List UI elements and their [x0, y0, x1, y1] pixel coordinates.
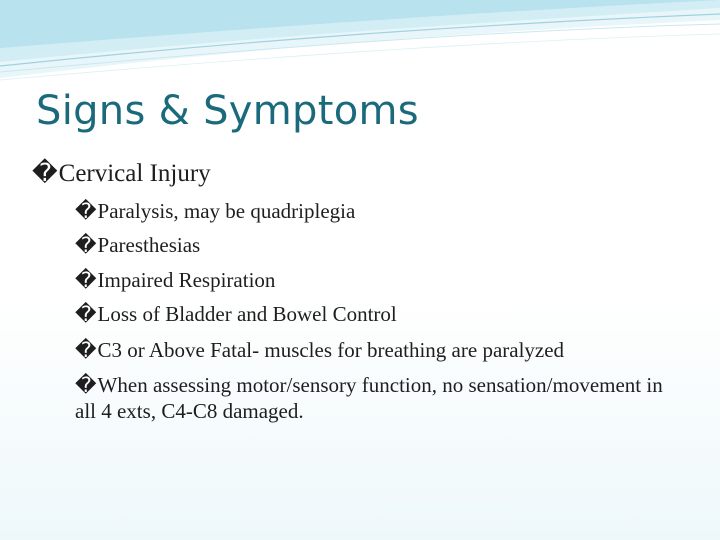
sub-bullet-text: Paresthesias — [97, 233, 201, 257]
bullet-marker: � — [75, 338, 97, 362]
sub-bullet — [75, 372, 675, 424]
sub-bullet-text: Loss of Bladder and Bowel Control — [97, 302, 397, 326]
bullet-marker: � — [75, 302, 97, 326]
bullet-marker: � — [75, 373, 97, 397]
sub-bullet-text: When assessing motor/sensory function, no sensation/movement in all 4 exts, C4-C8 damaged. — [75, 373, 663, 423]
bullet-text: Cervical Injury — [58, 160, 211, 187]
slide-title: Signs & Symptoms — [36, 88, 419, 134]
sub-bullet — [75, 267, 275, 293]
bullet-main — [32, 158, 211, 188]
header-wave-decoration — [0, 0, 720, 95]
sub-bullet — [75, 232, 200, 258]
bullet-marker: � — [32, 160, 58, 187]
sub-bullet — [75, 301, 397, 327]
sub-bullet-text: Impaired Respiration — [97, 268, 276, 292]
sub-bullet-text: Paralysis, may be quadriplegia — [97, 199, 356, 223]
bullet-marker: � — [75, 268, 97, 292]
sub-bullet — [75, 198, 355, 224]
bullet-marker: � — [75, 199, 97, 223]
sub-bullet-text: C3 or Above Fatal- muscles for breathing are paralyzed — [97, 338, 565, 362]
sub-bullet — [75, 337, 564, 363]
bullet-marker: � — [75, 233, 97, 257]
